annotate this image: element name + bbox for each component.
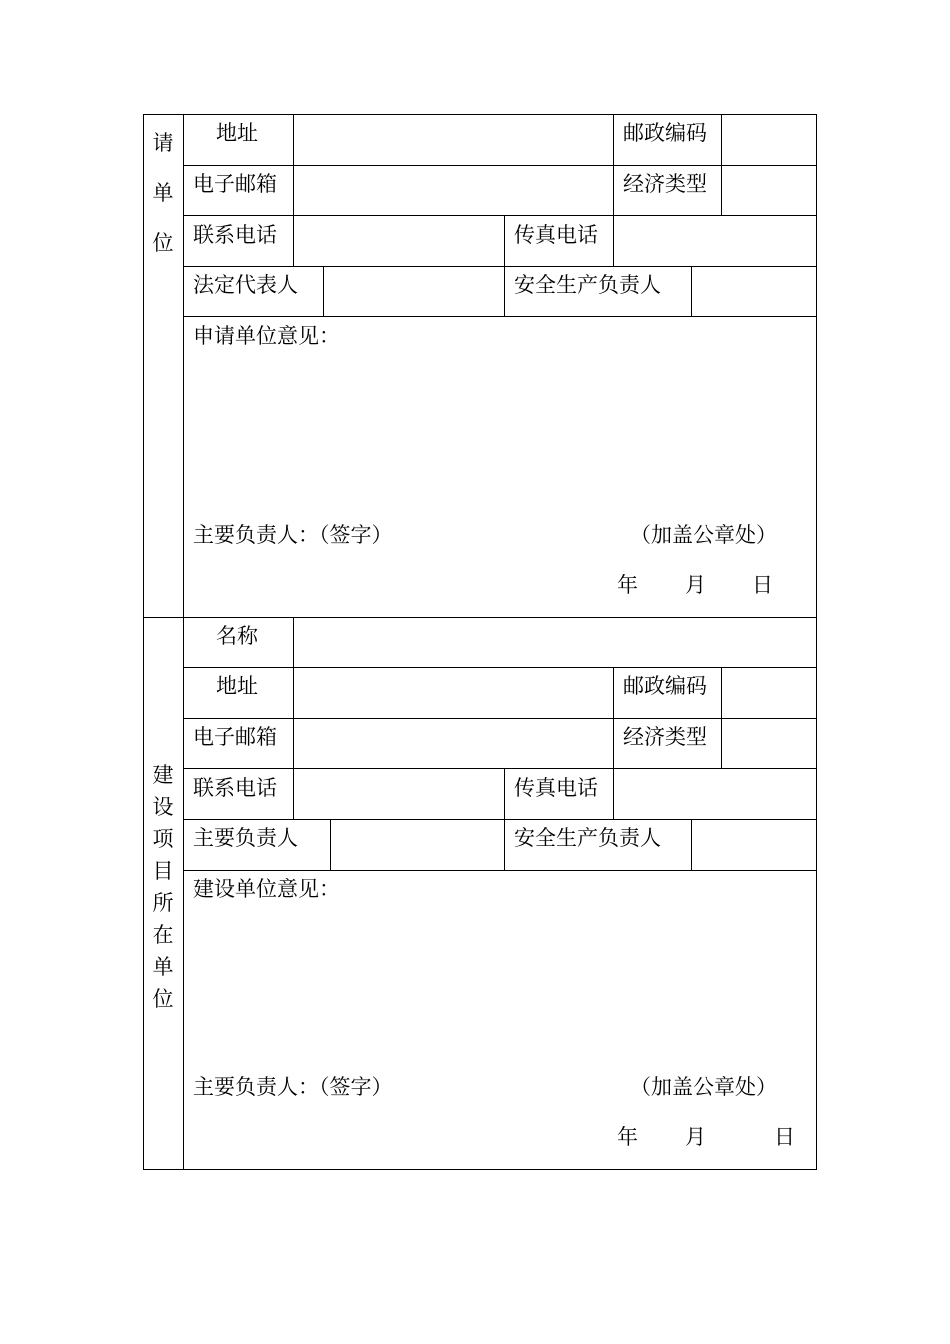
safety-manager-input-cell[interactable] xyxy=(692,267,816,316)
side-char: 位 xyxy=(152,987,174,1011)
contact-phone-label: 联系电话 xyxy=(193,776,277,800)
address-input-cell[interactable] xyxy=(294,115,613,165)
side-char: 所 xyxy=(152,891,174,915)
legal-rep-label: 法定代表人 xyxy=(193,273,298,297)
side-char: 位 xyxy=(152,231,174,255)
fax-label: 传真电话 xyxy=(514,776,598,800)
contact-phone-input-cell[interactable] xyxy=(294,769,504,819)
opinion-label: 申请单位意见： xyxy=(193,324,340,348)
opinion-input-area[interactable] xyxy=(184,905,816,1065)
col-divider xyxy=(504,768,505,871)
economic-type-label: 经济类型 xyxy=(623,172,707,196)
month-label: 月 xyxy=(685,1125,706,1149)
side-char: 目 xyxy=(152,859,174,883)
email-label: 电子邮箱 xyxy=(193,172,277,196)
postal-code-label: 邮政编码 xyxy=(623,674,707,698)
name-label: 名称 xyxy=(216,624,258,648)
col-divider xyxy=(613,114,614,216)
fax-input-cell[interactable] xyxy=(614,769,816,819)
applicant-side-label xyxy=(143,118,183,268)
col-divider xyxy=(613,667,614,769)
signature-label: 主要负责人：（签字） xyxy=(193,523,393,547)
principal-label: 主要负责人 xyxy=(193,826,298,850)
opinion-label: 建设单位意见： xyxy=(193,877,340,901)
project-side-label xyxy=(143,759,183,1015)
side-char: 项 xyxy=(152,827,174,851)
economic-type-input-cell[interactable] xyxy=(722,719,816,768)
address-label: 地址 xyxy=(216,121,258,145)
fax-input-cell[interactable] xyxy=(614,216,816,266)
safety-manager-label: 安全生产负责人 xyxy=(514,826,661,850)
contact-phone-label: 联系电话 xyxy=(193,223,277,247)
year-label: 年 xyxy=(617,1125,638,1149)
fax-label: 传真电话 xyxy=(514,223,598,247)
row-divider xyxy=(183,870,817,871)
day-label: 日 xyxy=(774,1125,795,1149)
safety-manager-input-cell[interactable] xyxy=(692,820,816,870)
economic-type-label: 经济类型 xyxy=(623,725,707,749)
month-label: 月 xyxy=(685,573,706,597)
email-input-cell[interactable] xyxy=(294,166,613,215)
postal-code-label: 邮政编码 xyxy=(623,121,707,145)
seal-label: （加盖公章处） xyxy=(630,1075,777,1099)
col-divider xyxy=(504,215,505,267)
legal-rep-input-cell[interactable] xyxy=(324,267,504,316)
postal-code-input-cell[interactable] xyxy=(722,668,816,718)
principal-input-cell[interactable] xyxy=(331,820,504,870)
side-char: 请 xyxy=(152,131,174,155)
col-divider xyxy=(504,266,505,317)
contact-phone-input-cell[interactable] xyxy=(294,216,504,266)
side-char: 单 xyxy=(152,955,174,979)
economic-type-input-cell[interactable] xyxy=(722,166,816,215)
address-label: 地址 xyxy=(216,674,258,698)
day-label: 日 xyxy=(752,573,773,597)
opinion-input-area[interactable] xyxy=(184,352,816,512)
address-input-cell[interactable] xyxy=(294,668,613,718)
table-border-bottom xyxy=(143,1169,817,1170)
side-char: 设 xyxy=(152,795,174,819)
table-border-right xyxy=(816,114,817,1170)
side-char: 在 xyxy=(152,923,174,947)
signature-label: 主要负责人：（签字） xyxy=(193,1075,393,1099)
seal-label: （加盖公章处） xyxy=(630,523,777,547)
name-input-cell[interactable] xyxy=(294,618,816,667)
safety-manager-label: 安全生产负责人 xyxy=(514,273,661,297)
row-divider xyxy=(183,316,817,317)
postal-code-input-cell[interactable] xyxy=(722,115,816,165)
email-input-cell[interactable] xyxy=(294,719,613,768)
email-label: 电子邮箱 xyxy=(193,725,277,749)
side-char: 建 xyxy=(152,763,174,787)
side-char: 单 xyxy=(152,181,174,205)
year-label: 年 xyxy=(617,573,638,597)
